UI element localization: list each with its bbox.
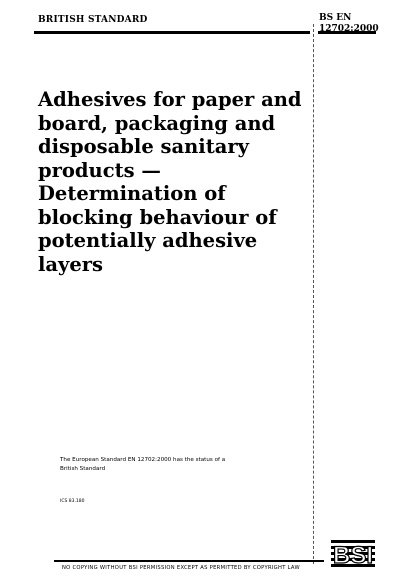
- title-line: board, packaging and: [38, 111, 276, 135]
- status-statement: [60, 456, 290, 474]
- title-line: Determination of: [38, 182, 226, 205]
- status-line: The European Standard EN 12702:2000 has the status of a: [60, 457, 226, 463]
- title-line: disposable sanitary: [38, 135, 249, 158]
- standard-number-line-2: 12702:2000: [319, 24, 379, 34]
- title-line: potentially adhesive: [38, 229, 258, 252]
- title-line: Adhesives for paper and: [38, 88, 302, 111]
- title-line: layers: [38, 252, 104, 276]
- standard-number: [319, 13, 379, 35]
- header-rule: [34, 31, 310, 34]
- ics-code: ICS 83.180: [60, 499, 85, 504]
- title-line: blocking behaviour of: [38, 205, 277, 229]
- margin-divider: [313, 24, 314, 564]
- bsi-logo-icon: [331, 538, 375, 570]
- document-type-label: BRITISH STANDARD: [38, 15, 148, 25]
- bsi-logo-text: BSI: [332, 542, 374, 569]
- footer-rule: [54, 560, 324, 562]
- document-title: [38, 88, 310, 276]
- standard-number-line-1: BS EN: [319, 13, 352, 23]
- copyright-notice: NO COPYING WITHOUT BSI PERMISSION EXCEPT AS PERMITTED BY COPYRIGHT LAW: [62, 565, 300, 571]
- title-line: products —: [38, 158, 161, 182]
- status-line: British Standard: [60, 466, 106, 472]
